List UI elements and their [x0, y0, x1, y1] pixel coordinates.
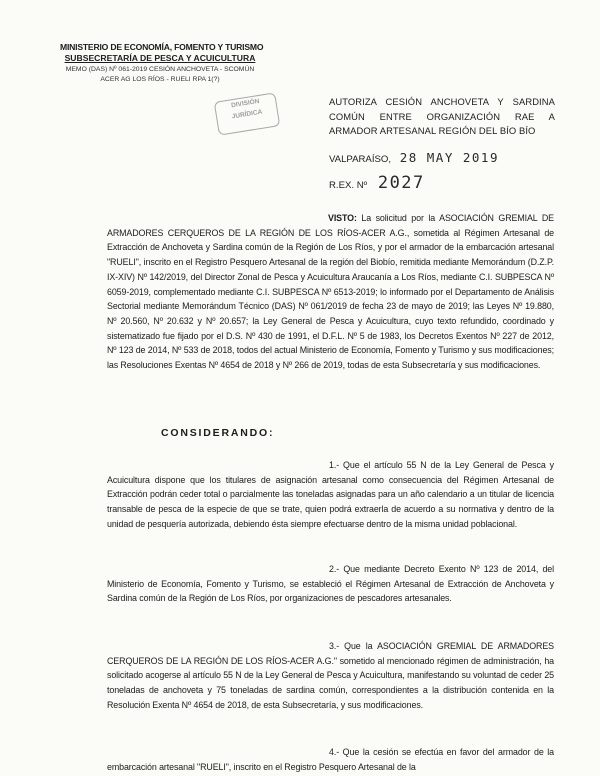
date-stamp: 28 MAY 2019 — [399, 150, 499, 165]
subsecretaria-name: SUBSECRETARÍA DE PESCA Y ACUICULTURA — [64, 53, 256, 63]
rex-label: R.EX. Nº — [329, 180, 368, 191]
considerando-4 — [107, 745, 554, 774]
ministry-name: MINISTERIO DE ECONOMÍA, FOMENTO Y TURISMO — [60, 42, 264, 52]
considerando-1 — [107, 458, 554, 532]
considerando-4-text: la cesión se efectúa en favor del armador de la embarcación artesanal "RUELI", inscrito en el Registro Pesquero Artesanal de la — [107, 747, 555, 772]
considerando-2-lead: 2.- Que — [329, 564, 360, 574]
visto-text: La solicitud por la ASOCIACIÓN GREMIAL DE ARMADORES CERQUEROS DE LA REGIÓN DE LOS RÍOS-ACER A.G., sometida al Régimen Artesanal de Extracción de Anchoveta y Sardina común de la Región de Los Ríos, y por el armador de la embarcación artesanal "RUELI", inscrito en el Registro Pesquero Artesanal de la región del Biobío, remitida mediante Memorándum (D.Z.P. IX-XIV) Nº 142/2019, del Director Zonal de Pesca y Acuicultura Araucanía a Los Ríos, mediante C.I. SUBPESCA Nº 6059-2019, complementado mediante C.I. SUBPESCA Nº 6513-2019; lo informado por el Departamento de Análisis Sectorial mediante Memorándum Técnico (DAS) Nº 061/2019 de fecha 23 de mayo de 2019; las Leyes Nº 19.880, Nº 20.560, Nº 20.632 y Nº 20.657; la Ley General de Pesca y Acuicultura, cuyo texto refundido, coordinado y sistematizado fue fijado por el D.S. Nº 430 de 1991, el D.F.L. Nº 5 de 1983, los Decretos Exentos Nº 227 de 2012, Nº 123 de 2014, Nº 533 de 2018, todos del actual Ministerio de Economía, Fomento y Turismo y sus modificaciones; las Resoluciones Exentas Nº 4654 de 2018 y Nº 266 de 2019, todas de esta Subsecretaría y sus modificaciones. — [107, 213, 554, 371]
division-juridica-stamp — [214, 92, 281, 135]
considerando-3-text: la ASOCIACIÓN GREMIAL DE ARMADORES CERQUEROS DE LA REGIÓN DE LOS RÍOS-ACER A.G." sometido al mencionado régimen de administración, ha solicitado acogerse al artículo 55 N de la Ley General de Pesca y Acuicultura, manifestando su voluntad de ceder 25 toneladas de anchoveta y 75 toneladas de sardina común, correspondientes a la distribución contenida en la Resolución Exenta Nº 4654 de 2018, de esta Subsecretaría, y sus modificaciones. — [107, 641, 554, 710]
resolution-number — [329, 173, 569, 193]
rex-number: 2027 — [377, 173, 425, 193]
considerando-1-lead: 1.- Que — [329, 460, 360, 470]
place-and-date — [329, 150, 569, 165]
city-label: VALPARAÍSO, — [329, 154, 392, 165]
considerando-3-lead: 3.- Que — [329, 641, 361, 651]
considerando-2 — [107, 562, 554, 606]
resolution-subject: AUTORIZA CESIÓN ANCHOVETA Y SARDINA COMÚN ENTRE ORGANIZACIÓN RAE A ARMADOR ARTESANAL REGIÓN DEL BÍO BÍO — [329, 96, 555, 137]
memo-reference: MEMO (DAS) Nº 061-2019 CESIÓN ANCHOVETA - SCOMÚN ACER AG LOS RÍOS - RUELI RPA 1(?) — [65, 66, 255, 83]
letterhead — [60, 42, 264, 85]
considerando-3 — [107, 639, 554, 713]
considerando-1-text: el artículo 55 N de la Ley General de Pesca y Acuicultura dispone que los titulares de asignación artesanal como consecuencia del Régimen Artesanal de Extracción podrán ceder total o parcialmente las toneladas asignadas para un año calendario a un titular de licencia transable de pesca de la especie de que se trate, quien podrá extraerla de acuerdo a su normativa y dentro de la unidad de pesquería autorizada, debiendo ésta siempre efectuarse dentro de la misma unidad poblacional. — [107, 460, 555, 529]
considerando-2-text: mediante Decreto Exento Nº 123 de 2014, del Ministerio de Economía, Fomento y Turismo, se estableció el Régimen Artesanal de Extracción de Anchoveta y Sardina común de la Región de Los Ríos, por organizaciones de pescadores artesanales. — [107, 564, 554, 604]
stamp-line-2: JURÍDICA — [231, 108, 263, 121]
considerando-4-lead: 4.- Que — [329, 747, 360, 757]
stamp-line-1: DIVISIÓN — [230, 97, 260, 110]
visto-paragraph — [107, 211, 554, 373]
visto-lead: VISTO: — [328, 213, 357, 223]
considerando-heading: CONSIDERANDO: — [161, 427, 275, 439]
